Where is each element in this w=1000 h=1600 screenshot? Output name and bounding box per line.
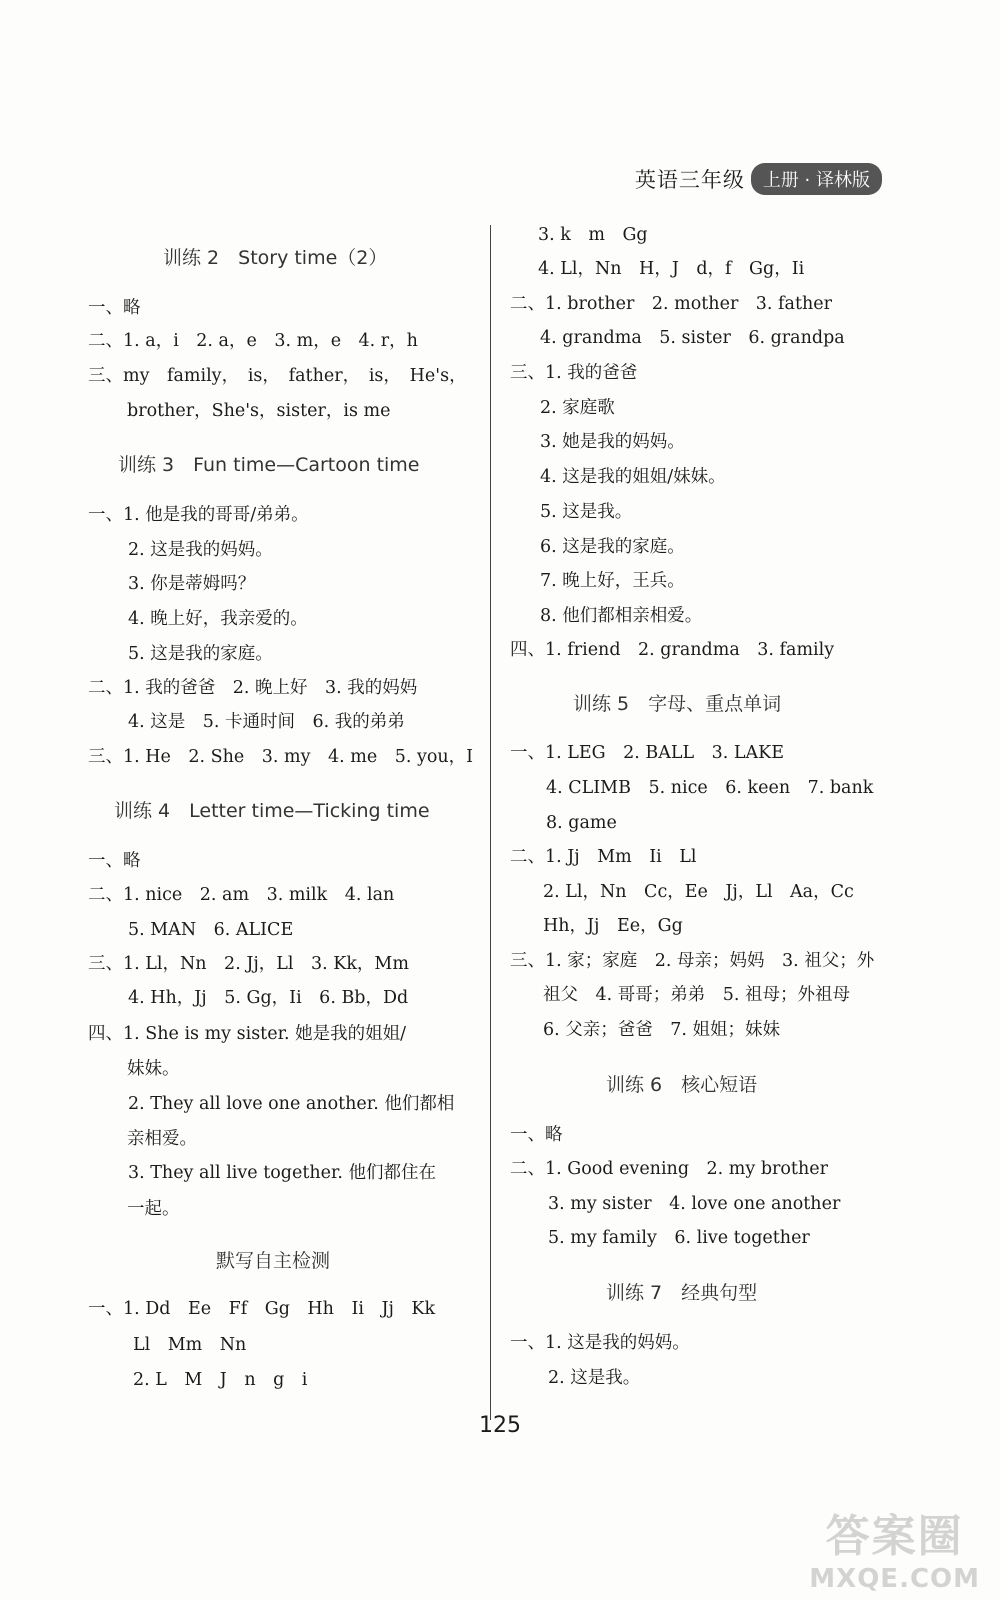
answer-line: 3. They all live together. 他们都住在 <box>128 1163 437 1183</box>
answer-line: 2. 这是我的妈妈。 <box>128 540 273 560</box>
answer-line: 2. Ll，Nn Cc，Ee Jj，Ll Aa，Cc <box>543 882 854 902</box>
section-title: 训练 6 核心短语 <box>606 1074 758 1096</box>
answer-line: 5. MAN 6. ALICE <box>128 920 294 940</box>
answer-line: 一、1. 他是我的哥哥/弟弟。 <box>88 505 309 525</box>
answer-line: 4. 这是 5. 卡通时间 6. 我的弟弟 <box>128 712 405 732</box>
answer-line: Hh，Jj Ee，Gg <box>543 916 683 936</box>
answer-line: 一、1. 这是我的妈妈。 <box>510 1333 690 1353</box>
watermark-line1: 答案圈 <box>825 1511 964 1562</box>
answer-line: 四、1. She is my sister. 她是我的姐姐/ <box>88 1024 407 1044</box>
answer-line: Ll Mm Nn <box>133 1335 247 1355</box>
column-divider <box>490 225 491 1420</box>
page-header <box>635 163 882 195</box>
answer-line: 3. my sister 4. love one another <box>548 1194 841 1214</box>
answer-line: 6. 这是我的家庭。 <box>540 537 685 557</box>
answer-line: 二、1. 我的爸爸 2. 晚上好 3. 我的妈妈 <box>88 678 418 698</box>
answer-line: 二、1. nice 2. am 3. milk 4. lan <box>88 885 395 905</box>
answer-line: 祖父 4. 哥哥；弟弟 5. 祖母；外祖母 <box>543 985 851 1005</box>
answer-line: 三、1. 我的爸爸 <box>510 363 638 383</box>
section-title: 默写自主检测 <box>216 1250 331 1272</box>
answer-line: 4. grandma 5. sister 6. grandpa <box>540 328 845 348</box>
answer-line: 4. Hh，Jj 5. Gg，Ii 6. Bb，Dd <box>128 988 409 1008</box>
answer-line: 5. 这是我。 <box>540 502 633 522</box>
site-watermark <box>809 1500 980 1594</box>
answer-line: 4. 这是我的姐姐/妹妹。 <box>540 467 726 487</box>
answer-line: 三、1. 家；家庭 2. 母亲；妈妈 3. 祖父；外 <box>510 951 875 971</box>
answer-line: 7. 晚上好，王兵。 <box>540 571 685 591</box>
answer-line: 三、my family， is， father， is， He's， <box>88 366 467 386</box>
answer-line: 二、1. a，i 2. a，e 3. m，e 4. r，h <box>88 331 418 351</box>
answer-line: 四、1. friend 2. grandma 3. family <box>510 640 835 660</box>
answer-line: 5. my family 6. live together <box>548 1228 810 1248</box>
answer-line: 亲相爱。 <box>127 1129 197 1149</box>
page-number: 125 <box>479 1413 521 1438</box>
answer-line: 二、1. brother 2. mother 3. father <box>510 294 832 314</box>
answer-line: 8. game <box>546 813 617 833</box>
answer-line: 6. 父亲；爸爸 7. 姐姐；妹妹 <box>543 1020 781 1040</box>
answer-line: 一、略 <box>510 1125 563 1145</box>
answer-line: 4. 晚上好，我亲爱的。 <box>128 609 308 629</box>
answer-line: 8. 他们都相亲相爱。 <box>540 606 703 626</box>
answer-line: 一、略 <box>88 298 141 318</box>
answer-line: 一、1. Dd Ee Ff Gg Hh Ii Jj Kk <box>88 1299 436 1319</box>
answer-line: 3. 你是蒂姆吗？ <box>128 574 256 594</box>
answer-line: 二、1. Jj Mm Ii Ll <box>510 847 697 867</box>
answer-line: 一、1. LEG 2. BALL 3. LAKE <box>510 743 785 763</box>
answer-line: 一、略 <box>88 851 141 871</box>
answer-line: 一起。 <box>127 1199 180 1219</box>
section-title: 训练 4 Letter time—Ticking time <box>114 800 430 822</box>
answer-line: 2. L M J n g i <box>133 1370 308 1390</box>
answer-line: 三、1. He 2. She 3. my 4. me 5. you，I <box>88 747 474 767</box>
answer-line: 4. Ll，Nn H，J d，f Gg，Ii <box>538 259 805 279</box>
answer-line: 三、1. Ll，Nn 2. Jj，Ll 3. Kk，Mm <box>88 954 409 974</box>
answer-line: 3. 她是我的妈妈。 <box>540 432 685 452</box>
edition-badge: 上册 · 译林版 <box>751 163 882 195</box>
section-title: 训练 2 Story time（2） <box>163 247 388 269</box>
answer-line: 2. 家庭歌 <box>540 398 615 418</box>
answer-line: 妹妹。 <box>127 1059 180 1079</box>
watermark-line2: MXQE.COM <box>809 1564 980 1594</box>
answer-line: brother，She's，sister，is me <box>127 401 391 421</box>
answer-line: 2. 这是我。 <box>548 1368 641 1388</box>
subject-label: 英语三年级 <box>634 168 745 192</box>
section-title: 训练 5 字母、重点单词 <box>573 693 782 715</box>
answer-line: 3. k m Gg <box>538 225 648 245</box>
answer-line: 二、1. Good evening 2. my brother <box>510 1159 828 1179</box>
answer-line: 5. 这是我的家庭。 <box>128 644 273 664</box>
answer-line: 4. CLIMB 5. nice 6. keen 7. bank <box>546 778 874 798</box>
section-title: 训练 3 Fun time—Cartoon time <box>118 454 420 476</box>
section-title: 训练 7 经典句型 <box>606 1282 758 1304</box>
answer-line: 2. They all love one another. 他们都相 <box>128 1094 455 1114</box>
